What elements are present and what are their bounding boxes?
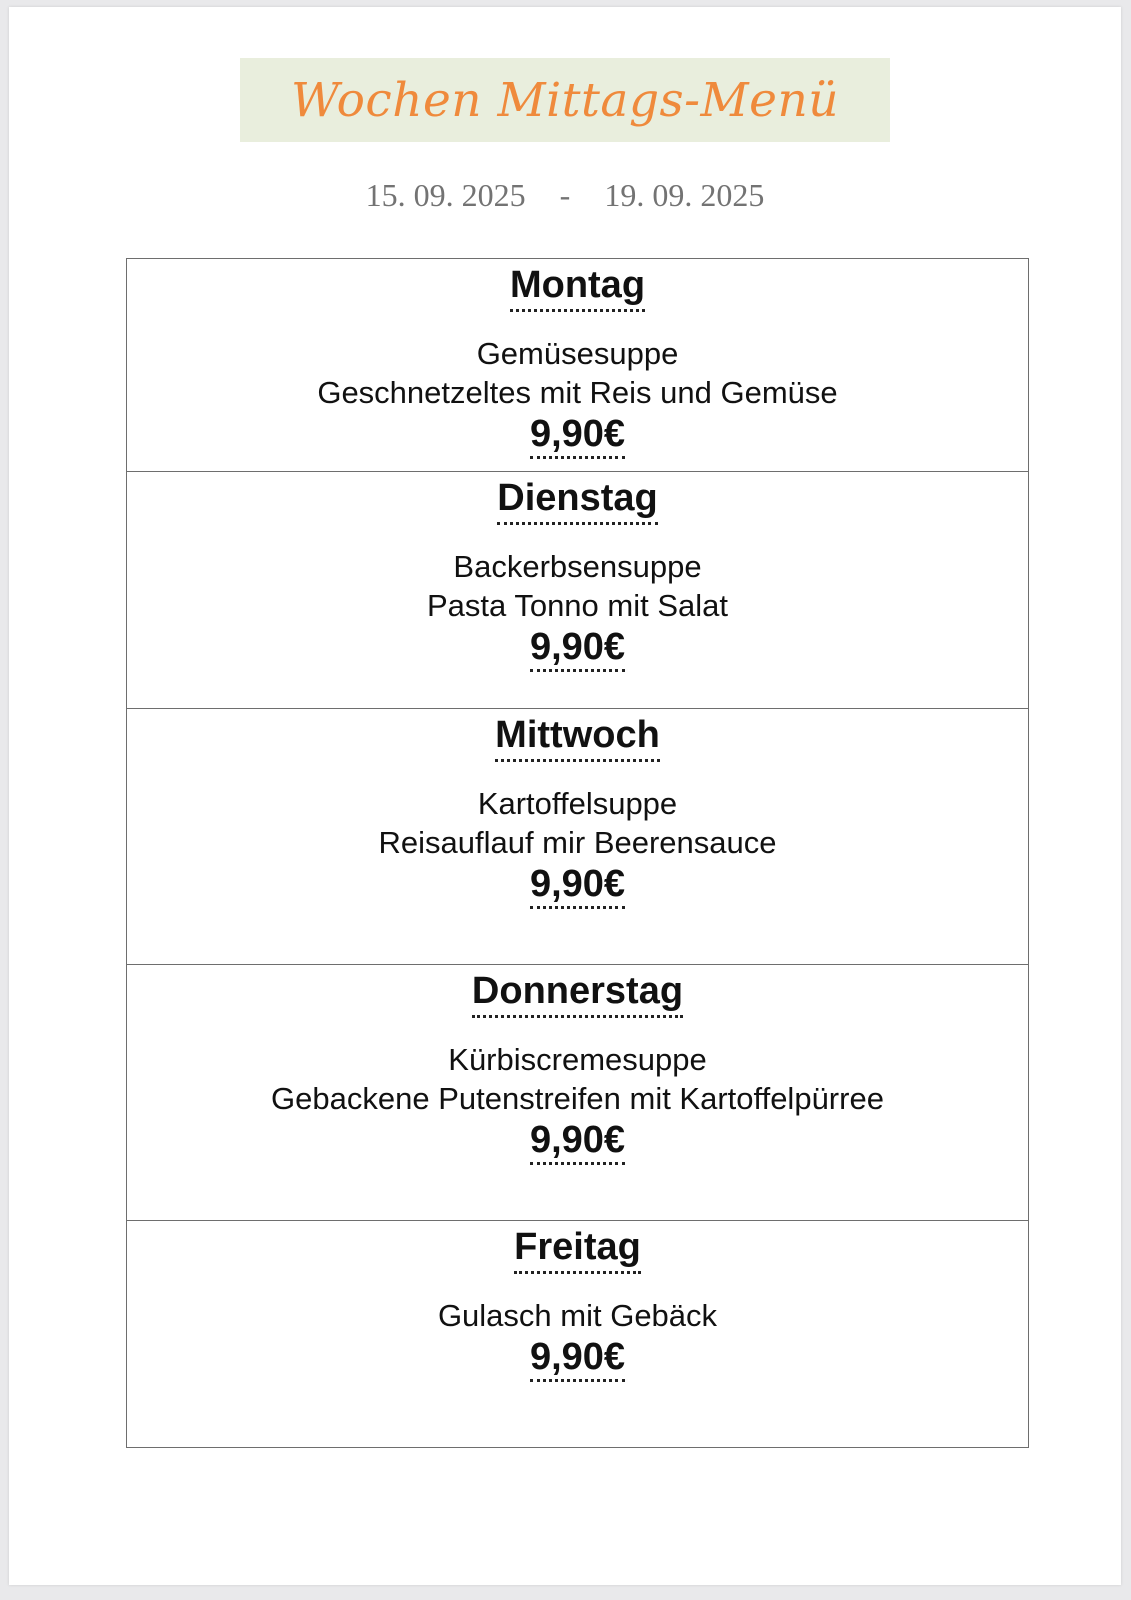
- menu-table: [126, 258, 1029, 1448]
- price: 9,90€: [530, 864, 625, 909]
- dish-item: Gebackene Putenstreifen mit Kartoffelpürree: [271, 1081, 884, 1116]
- day-name: Donnerstag: [472, 970, 683, 1018]
- price: 9,90€: [530, 1337, 625, 1382]
- dish-item: Pasta Tonno mit Salat: [427, 588, 728, 623]
- dish-item: Gemüsesuppe: [476, 336, 679, 371]
- day-section-montag: [127, 259, 1028, 472]
- title-banner: [240, 58, 890, 142]
- menu-page: [9, 7, 1121, 1585]
- date-separator: -: [559, 177, 571, 213]
- date-end: 19. 09. 2025: [604, 177, 765, 213]
- dish-list: [127, 784, 1028, 862]
- dish-item: Reisauflauf mir Beerensauce: [378, 825, 777, 860]
- dish-item: Kartoffelsuppe: [477, 786, 678, 821]
- dish-list: [127, 1040, 1028, 1118]
- dish-list: [127, 547, 1028, 625]
- dish-list: [127, 1296, 1028, 1335]
- date-range: [9, 177, 1121, 214]
- day-section-freitag: [127, 1221, 1028, 1447]
- day-section-dienstag: [127, 472, 1028, 709]
- day-name: Freitag: [514, 1226, 641, 1274]
- dish-list: [127, 334, 1028, 412]
- day-name: Mittwoch: [495, 714, 660, 762]
- price: 9,90€: [530, 627, 625, 672]
- price: 9,90€: [530, 414, 625, 459]
- dish-item: Gulasch mit Gebäck: [437, 1298, 718, 1333]
- page-title: Wochen Mittags-Menü: [290, 72, 840, 128]
- day-name: Dienstag: [497, 477, 657, 525]
- day-section-donnerstag: [127, 965, 1028, 1221]
- day-name: Montag: [510, 264, 645, 312]
- dish-item: Backerbsensuppe: [453, 549, 702, 584]
- dish-item: Kürbiscremesuppe: [448, 1042, 707, 1077]
- dish-item: Geschnetzeltes mit Reis und Gemüse: [317, 375, 838, 410]
- day-section-mittwoch: [127, 709, 1028, 965]
- price: 9,90€: [530, 1120, 625, 1165]
- date-start: 15. 09. 2025: [365, 177, 526, 213]
